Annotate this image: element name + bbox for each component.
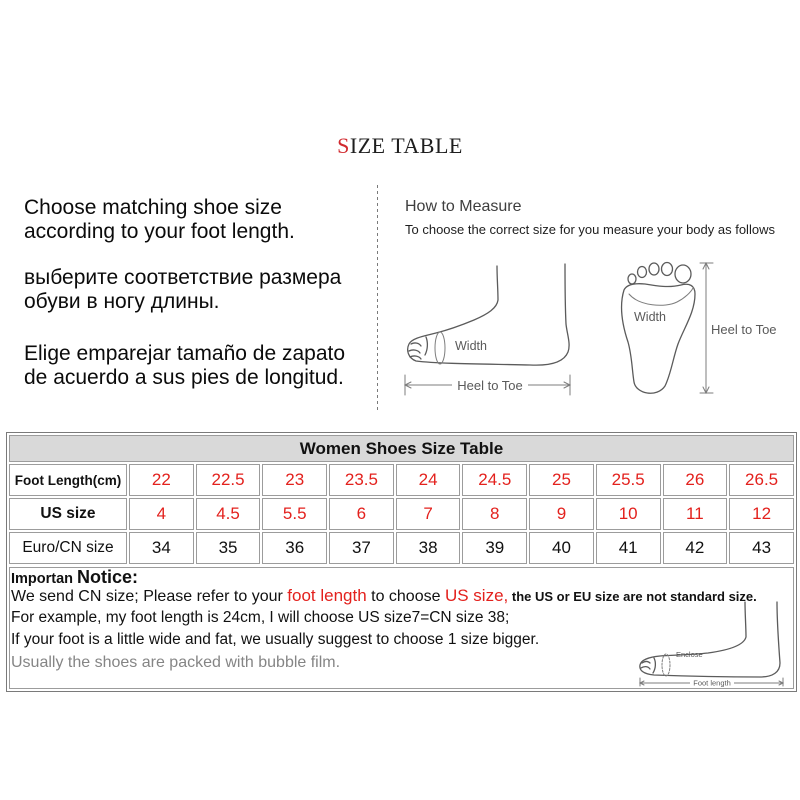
instruction-russian [24, 266, 341, 314]
instruction-line: according to your foot length. [24, 220, 295, 243]
width-loop [435, 332, 445, 364]
enclose-loop [662, 654, 670, 676]
euro-cn-size-cell: 41 [596, 532, 661, 564]
row-label-foot-length: Foot Length(cm) [9, 464, 127, 496]
notice-heading [11, 568, 138, 588]
foot-length-cell: 25 [529, 464, 594, 496]
us-size-cell: 8 [462, 498, 527, 530]
side-length-label: Heel to Toe [457, 378, 523, 393]
size-table-title: Women Shoes Size Table [9, 435, 794, 462]
euro-cn-size-cell: 35 [196, 532, 261, 564]
little-toe [628, 274, 636, 284]
euro-cn-size-row [9, 532, 794, 564]
toe [662, 263, 673, 276]
foot-length-cell: 26.5 [729, 464, 794, 496]
us-size-row [9, 498, 794, 530]
sole-width-label: Width [634, 310, 666, 324]
sole-length-label: Heel to Toe [711, 322, 777, 337]
notice-text-small: the US or EU size are not standard size. [508, 589, 757, 604]
euro-cn-size-cell: 36 [262, 532, 327, 564]
foot-length-cell: 25.5 [596, 464, 661, 496]
instruction-line: Elige emparejar tamaño de zapato [24, 342, 346, 365]
how-to-measure-subheading: To choose the correct size for you measure your body as follows [405, 222, 775, 237]
title-rest: IZE TABLE [349, 133, 463, 158]
us-size-cell: 12 [729, 498, 794, 530]
us-size-cell: 11 [663, 498, 728, 530]
euro-cn-size-cell: 43 [729, 532, 794, 564]
big-toe [675, 265, 691, 283]
us-size-cell: 9 [529, 498, 594, 530]
row-label-us-size: US size [9, 498, 127, 530]
toe [638, 267, 647, 278]
notice-heading-prefix: Importan [11, 571, 74, 587]
foot-side-view-icon [400, 258, 580, 398]
us-size-cell: 5.5 [262, 498, 327, 530]
instruction-english [24, 196, 295, 244]
foot-length-cell: 23.5 [329, 464, 394, 496]
side-width-label: Width [455, 339, 487, 353]
dotted-divider [377, 185, 378, 410]
euro-cn-size-cell: 39 [462, 532, 527, 564]
sole-outline [621, 284, 695, 394]
size-grid [7, 433, 796, 566]
table-title-row [9, 435, 794, 462]
notice-box [9, 567, 794, 689]
notice-highlight-foot-length: foot length [287, 586, 367, 605]
notice-highlight-us-size: US size, [444, 586, 509, 605]
foot-length-cell: 24 [396, 464, 461, 496]
foot-length-measure-icon [632, 599, 787, 687]
foot-length-cell: 26 [663, 464, 728, 496]
foot-length-label: Foot length [693, 678, 731, 688]
instruction-spanish [24, 342, 345, 390]
row-label-euro-cn-size: Euro/CN size [9, 532, 127, 564]
euro-cn-size-cell: 38 [396, 532, 461, 564]
instruction-line: de acuerdo a sus pies de longitud. [24, 366, 344, 389]
ball-width-line [629, 288, 693, 305]
notice-line-packaging: Usually the shoes are packed with bubble film. [11, 654, 341, 671]
us-size-cell: 10 [596, 498, 661, 530]
us-size-cell: 4 [129, 498, 194, 530]
foot-sole-view-icon [605, 258, 790, 398]
notice-line-wide-foot: If your foot is a little wide and fat, we usually suggest to choose 1 size bigger. [11, 631, 540, 648]
foot-outline [408, 264, 569, 365]
title-first-letter: S [337, 133, 350, 158]
notice-heading-title: Notice: [77, 567, 139, 587]
how-to-measure-heading: How to Measure [405, 198, 522, 215]
foot-length-cell: 23 [262, 464, 327, 496]
foot-outline [640, 602, 780, 677]
us-size-cell: 4.5 [196, 498, 261, 530]
page-title [0, 132, 800, 160]
notice-text: We send CN size; Please refer to your [11, 588, 288, 605]
enclose-label: Enclose [676, 650, 703, 659]
notice-text: to choose [366, 588, 445, 605]
foot-length-cell: 24.5 [462, 464, 527, 496]
size-table [6, 432, 797, 692]
euro-cn-size-cell: 42 [663, 532, 728, 564]
us-size-cell: 7 [396, 498, 461, 530]
foot-length-cell: 22.5 [196, 464, 261, 496]
foot-length-row [9, 464, 794, 496]
notice-line-example: For example, my foot length is 24cm, I will choose US size7=CN size 38; [11, 609, 510, 626]
toe [649, 263, 659, 275]
euro-cn-size-cell: 40 [529, 532, 594, 564]
instruction-line: Choose matching shoe size [24, 196, 282, 219]
euro-cn-size-cell: 37 [329, 532, 394, 564]
us-size-cell: 6 [329, 498, 394, 530]
instruction-line: обуви в ногу длины. [24, 290, 220, 313]
euro-cn-size-cell: 34 [129, 532, 194, 564]
foot-length-cell: 22 [129, 464, 194, 496]
instruction-line: выберите соответствие размера [24, 266, 342, 289]
